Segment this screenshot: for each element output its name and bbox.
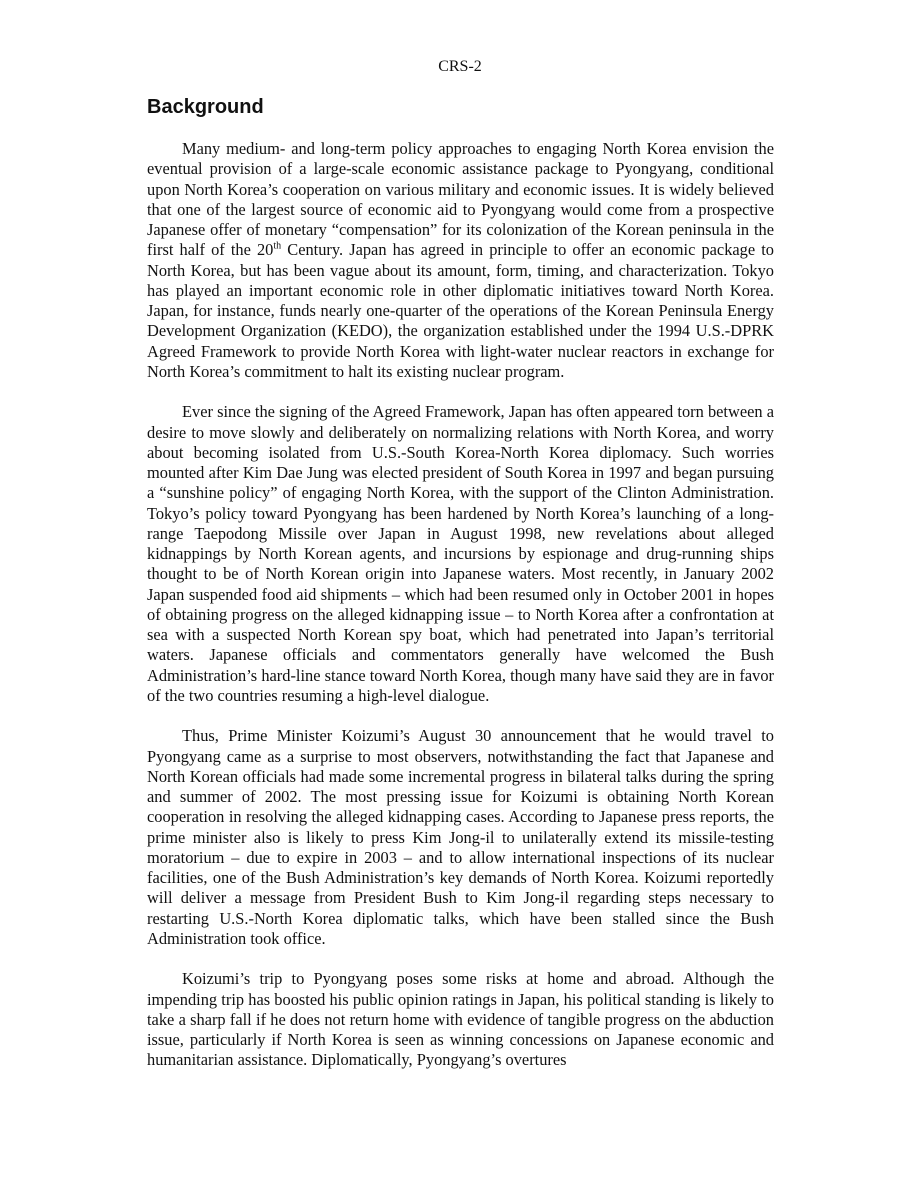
paragraph-4: Koizumi’s trip to Pyongyang poses some risks at home and abroad. Although the impending trip has boosted his public opinion ratings in Japan, his political standing is likely to take a sharp fall if he does not return home with evidence of tangible progress on the abduction issue, particularly if North Korea is seen as winning concessions on Japanese economic and humanitarian assistance. Diplomatically, Pyongyang’s overtures <box>147 969 774 1070</box>
section-heading: Background <box>147 96 264 118</box>
body-text <box>147 139 774 1071</box>
paragraph-1-text-after: Century. Japan has agreed in principle to offer an economic package to North Korea, but has been vague about its amount, form, timing, and characterization. Tokyo has played an important economic role in other diplomatic initiatives toward North Korea. Japan, for instance, funds nearly one-quarter of the operations of the Korean Peninsula Energy Development Organization (KEDO), the organization established under the 1994 U.S.-DPRK Agreed Framework to provide North Korea with light-water nuclear reactors in exchange for North Korea’s commitment to halt its existing nuclear program. <box>147 240 774 381</box>
paragraph-3: Thus, Prime Minister Koizumi’s August 30 announcement that he would travel to Pyongyang came as a surprise to most observers, notwithstanding the fact that Japanese and North Korean officials had made some incremental progress in bilateral talks during the spring and summer of 2002. The most pressing issue for Koizumi is obtaining North Korean cooperation in resolving the alleged kidnapping cases. According to Japanese press reports, the prime minister also is likely to press Kim Jong-il to unilaterally extend its missile-testing moratorium – due to expire in 2003 – and to allow international inspections of its nuclear facilities, one of the Bush Administration’s key demands of North Korea. Koizumi reportedly will deliver a message from President Bush to Kim Jong-il regarding steps necessary to restarting U.S.-North Korea diplomatic talks, which have been stalled since the Bush Administration took office. <box>147 726 774 948</box>
paragraph-2: Ever since the signing of the Agreed Framework, Japan has often appeared torn between a desire to move slowly and deliberately on normalizing relations with North Korea, and worry about becoming isolated from U.S.-South Korea-North Korea diplomacy. Such worries mounted after Kim Dae Jung was elected president of South Korea in 1997 and began pursuing a “sunshine policy” of engaging North Korea, with the support of the Clinton Administration. Tokyo’s policy toward Pyongyang has been hardened by North Korea’s launching of a long-range Taepodong Missile over Japan in August 1998, new revelations about alleged kidnappings by North Korean agents, and incursions by espionage and drug-running ships thought to be of North Korean origin into Japanese waters. Most recently, in January 2002 Japan suspended food aid shipments – which had been resumed only in October 2001 in hopes of obtaining progress on the alleged kidnapping issue – to North Korea after a confrontation at sea with a suspected North Korean spy boat, which had penetrated into Japan’s territorial waters. Japanese officials and commentators generally have welcomed the Bush Administration’s hard-line stance toward North Korea, though many have said they are in favor of the two countries resuming a high-level dialogue. <box>147 402 774 705</box>
superscript-ordinal: th <box>273 240 282 252</box>
page-header: CRS-2 <box>438 58 482 75</box>
paragraph-1 <box>147 139 774 382</box>
paragraph-1-text-before: Many medium- and long-term policy approaches to engaging North Korea envision the eventual provision of a large-scale economic assistance package to Pyongyang, conditional upon North Korea’s cooperation on various military and economic issues. It is widely believed that one of the largest source of economic aid to Pyongyang would come from a prospective Japanese offer of monetary “compensation” for its colonization of the Korean peninsula in the first half of the 20 <box>147 139 774 260</box>
